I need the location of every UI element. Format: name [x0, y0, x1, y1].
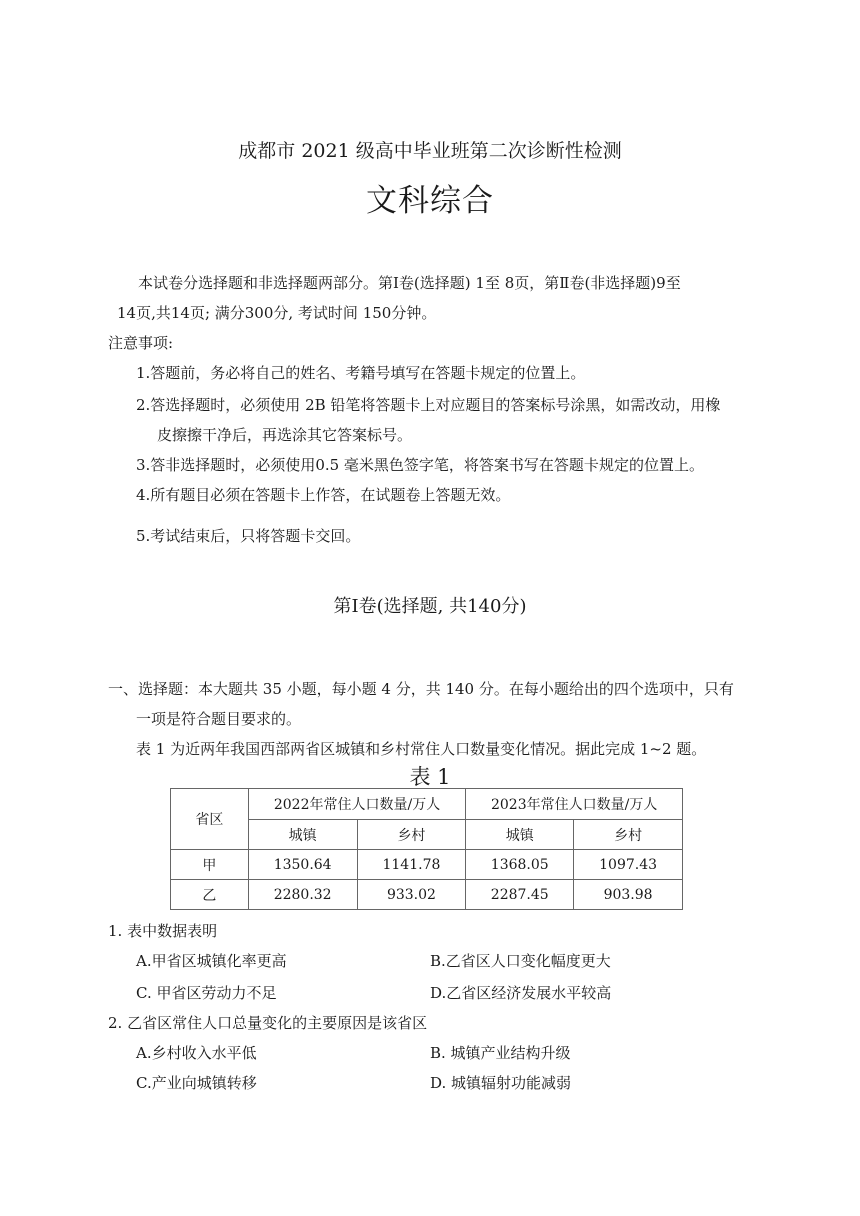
- table-lead-text: 表 1 为近两年我国西部两省区城镇和乡村常住人口数量变化情况。据此完成 1~2 题。: [136, 740, 707, 758]
- subheader-urban-2023: 城镇: [466, 820, 574, 850]
- cell-value: 1350.64: [248, 850, 357, 880]
- question-1-option-c: C. 甲省区劳动力不足: [136, 984, 277, 1002]
- question-2-option-a: A.乡村收入水平低: [136, 1044, 257, 1062]
- notes-item-2: 2.答选择题时，必须使用 2B 铅笔将答题卡上对应题目的答案标号涂黑，如需改动，用橡: [136, 396, 721, 414]
- question-1-stem: 1. 表中数据表明: [108, 922, 218, 940]
- question-1-option-b: B.乙省区人口变化幅度更大: [430, 952, 611, 970]
- table-row: [171, 850, 683, 880]
- notes-item-1: 1.答题前，务必将自己的姓名、考籍号填写在答题卡规定的位置上。: [136, 364, 586, 382]
- question-1-option-d: D.乙省区经济发展水平较高: [430, 984, 612, 1002]
- cell-value: 1141.78: [357, 850, 466, 880]
- cell-value: 903.98: [574, 880, 683, 910]
- cell-value: 2280.32: [248, 880, 357, 910]
- header-2023: 2023年常住人口数量/万人: [466, 789, 683, 820]
- cell-value: 1097.43: [574, 850, 683, 880]
- question-2-option-b: B. 城镇产业结构升级: [430, 1044, 571, 1062]
- question-2-option-d: D. 城镇辐射功能减弱: [430, 1074, 572, 1092]
- subheader-rural-2023: 乡村: [574, 820, 683, 850]
- header-2022: 2022年常住人口数量/万人: [248, 789, 466, 820]
- subheader-rural-2022: 乡村: [357, 820, 466, 850]
- question-1-option-a: A.甲省区城镇化率更高: [136, 952, 287, 970]
- table-caption: 表 1: [409, 765, 451, 789]
- cell-value: 2287.45: [466, 880, 574, 910]
- part1-instructions-continued: 一项是符合题目要求的。: [136, 710, 302, 728]
- notes-item-5: 5.考试结束后，只将答题卡交回。: [136, 527, 361, 545]
- intro-line-1: 本试卷分选择题和非选择题两部分。第Ⅰ卷(选择题) 1至 8页，第Ⅱ卷(非选择题)9至: [138, 274, 681, 292]
- notes-item-2-continued: 皮擦擦干净后，再选涂其它答案标号。: [157, 426, 413, 444]
- table-header-row: [171, 789, 683, 820]
- intro-line-2: 14页,共14页; 满分300分, 考试时间 150分钟。: [117, 304, 437, 322]
- notes-item-3: 3.答非选择题时，必须使用0.5 毫米黑色签字笔，将答案书写在答题卡规定的位置上。: [136, 456, 704, 474]
- population-table: [170, 788, 683, 910]
- exam-title: 文科综合: [366, 183, 494, 219]
- question-2-option-c: C.产业向城镇转移: [136, 1074, 257, 1092]
- cell-value: 1368.05: [466, 850, 574, 880]
- exam-subtitle: 成都市 2021 级高中毕业班第二次诊断性检测: [238, 140, 622, 162]
- header-province: 省区: [171, 789, 249, 850]
- notes-item-4: 4.所有题目必须在答题卡上作答，在试题卷上答题无效。: [136, 486, 511, 504]
- cell-value: 933.02: [357, 880, 466, 910]
- row-province: 乙: [171, 880, 249, 910]
- part1-instructions: 一、选择题：本大题共 35 小题，每小题 4 分，共 140 分。在每小题给出的四个选项中，只有: [108, 680, 734, 698]
- table-row: [171, 880, 683, 910]
- question-2-stem: 2. 乙省区常住人口总量变化的主要原因是该省区: [108, 1014, 428, 1032]
- notes-heading: 注意事项:: [108, 334, 174, 352]
- subheader-urban-2022: 城镇: [248, 820, 357, 850]
- row-province: 甲: [171, 850, 249, 880]
- section-title: 第Ⅰ卷(选择题, 共140分): [333, 596, 527, 617]
- table-subheader-row: [171, 820, 683, 850]
